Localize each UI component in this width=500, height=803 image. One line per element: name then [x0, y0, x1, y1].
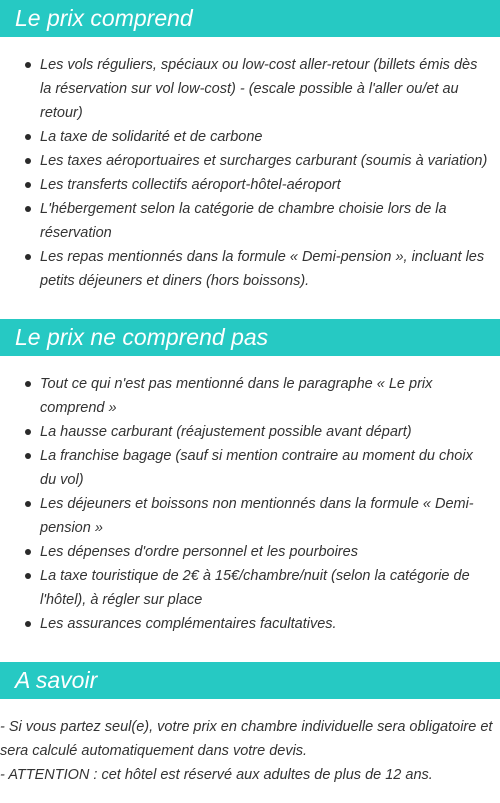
- list-item-text: L'hébergement selon la catégorie de chambre choisie lors de la réservation: [40, 201, 447, 241]
- price-includes-list: [0, 53, 500, 293]
- list-item: [0, 612, 500, 636]
- list-item-text: Les déjeuners et boissons non mentionnés dans la formule « Demi-pension »: [40, 496, 474, 536]
- section-header-price-includes: [0, 0, 500, 37]
- list-item: [0, 125, 500, 149]
- bullet-icon: [25, 429, 31, 435]
- section-header-a-savoir: [0, 662, 500, 699]
- bullet-icon: [25, 62, 31, 68]
- a-savoir-text: [0, 715, 495, 787]
- section-header-price-excludes: [0, 319, 500, 356]
- bullet-icon: [25, 158, 31, 164]
- list-item: [0, 564, 500, 612]
- section-title: Le prix ne comprend pas: [15, 324, 269, 350]
- bullet-icon: [25, 549, 31, 555]
- list-item: [0, 173, 500, 197]
- list-item-text: Les assurances complémentaires facultatives.: [40, 616, 337, 632]
- list-item-text: Tout ce qui n'est pas mentionné dans le paragraphe « Le prix comprend »: [40, 376, 433, 416]
- bullet-icon: [25, 254, 31, 260]
- bullet-icon: [25, 501, 31, 507]
- price-excludes-list: [0, 372, 500, 636]
- section-title: A savoir: [15, 667, 98, 693]
- bullet-icon: [25, 182, 31, 188]
- list-item-text: La hausse carburant (réajustement possible avant départ): [40, 424, 412, 440]
- bullet-icon: [25, 573, 31, 579]
- list-item: [0, 149, 500, 173]
- list-item: [0, 492, 500, 540]
- list-item-text: Les dépenses d'ordre personnel et les pourboires: [40, 544, 358, 560]
- list-item: [0, 372, 500, 420]
- bullet-icon: [25, 206, 31, 212]
- bullet-icon: [25, 621, 31, 627]
- list-item-text: La franchise bagage (sauf si mention contraire au moment du choix du vol): [40, 448, 473, 488]
- list-item: [0, 420, 500, 444]
- list-item-text: La taxe touristique de 2€ à 15€/chambre/nuit (selon la catégorie de l'hôtel), à régler sur place: [40, 568, 470, 608]
- info-line: - Si vous partez seul(e), votre prix en chambre individuelle sera obligatoire et sera calculé automatiquement dans votre devis.: [0, 719, 493, 759]
- list-item: [0, 540, 500, 564]
- info-line: - ATTENTION : cet hôtel est réservé aux adultes de plus de 12 ans.: [0, 767, 433, 783]
- bullet-icon: [25, 381, 31, 387]
- bullet-icon: [25, 453, 31, 459]
- list-item: [0, 197, 500, 245]
- section-title: Le prix comprend: [15, 5, 193, 31]
- list-item: [0, 245, 500, 293]
- list-item: [0, 53, 500, 125]
- bullet-icon: [25, 134, 31, 140]
- list-item-text: Les transferts collectifs aéroport-hôtel-aéroport: [40, 177, 341, 193]
- list-item-text: La taxe de solidarité et de carbone: [40, 129, 263, 145]
- list-item-text: Les repas mentionnés dans la formule « Demi-pension », incluant les petits déjeuners et diners (hors boissons).: [40, 249, 485, 289]
- list-item: [0, 444, 500, 492]
- list-item-text: Les taxes aéroportuaires et surcharges carburant (soumis à variation): [40, 153, 488, 169]
- list-item-text: Les vols réguliers, spéciaux ou low-cost aller-retour (billets émis dès la réservation sur vol low-cost) - (escale possible à l'aller ou/et au retour): [40, 57, 478, 121]
